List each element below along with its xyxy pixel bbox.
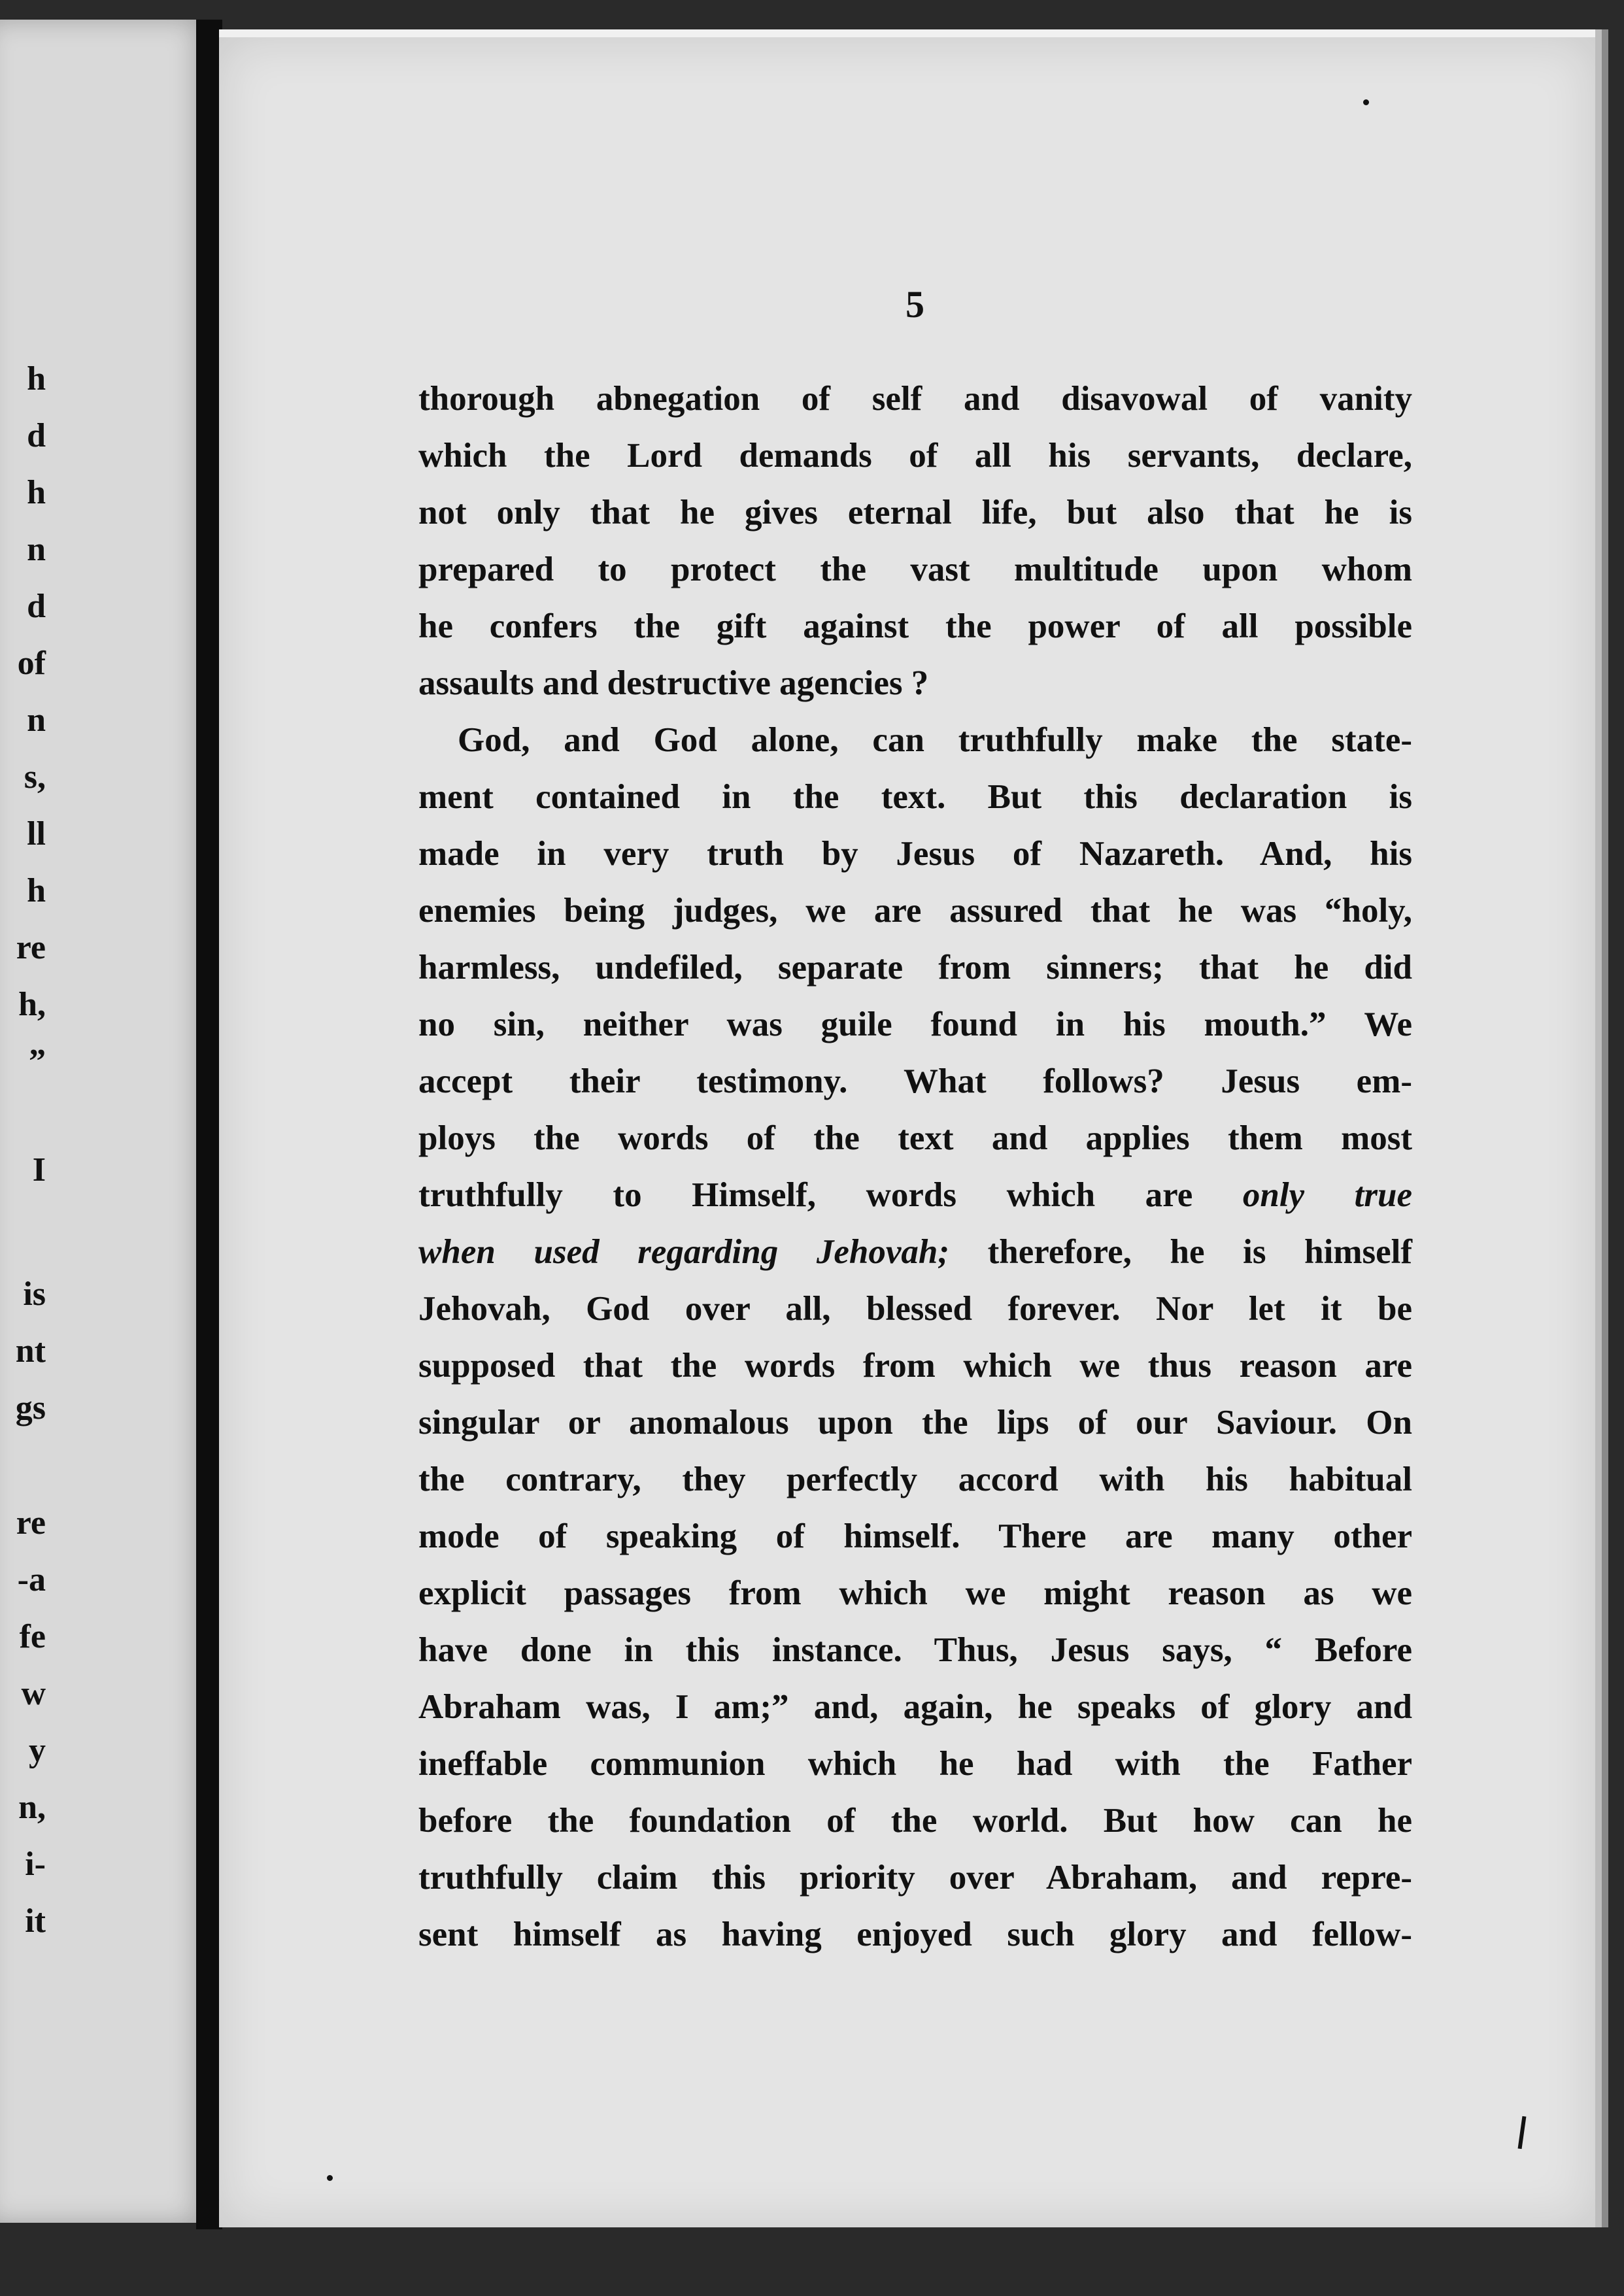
page-body: [418, 371, 1412, 1963]
text-line: have done in this instance. Thus, Jesus says, “ Before: [418, 1631, 1412, 1669]
text-line: mode of speaking of himself. There are many other: [418, 1517, 1412, 1555]
fragment: ”: [29, 1043, 46, 1080]
fragment: ll: [27, 815, 46, 853]
text-line: Jehovah, God over all, blessed forever. Nor let it be: [418, 1290, 1412, 1328]
text-line: Abraham was, I am;” and, again, he speaks of glory and: [418, 1688, 1412, 1726]
fragment: n: [27, 531, 46, 568]
text-line: thorough abnegation of self and disavowal of vanity: [418, 380, 1412, 418]
fragment: n: [27, 701, 46, 739]
italic-emphasis: only true: [1242, 1176, 1413, 1214]
text-line: the contrary, they perfectly accord with his habitual: [418, 1460, 1412, 1498]
fragment: of: [17, 645, 46, 682]
text-line: no sin, neither was guile found in his mouth.” We: [418, 1005, 1412, 1043]
ink-speck: [327, 2175, 333, 2181]
fragment: re: [16, 929, 46, 966]
italic-emphasis: when used regarding Jehovah;: [418, 1233, 949, 1271]
fragment: nt: [15, 1332, 46, 1370]
text-run: therefore, he is himself: [949, 1233, 1412, 1271]
fragment: I: [32, 1151, 46, 1189]
fragment: d: [27, 588, 46, 625]
fragment: it: [25, 1902, 46, 1940]
text-line: singular or anomalous upon the lips of our Saviour. On: [418, 1404, 1412, 1442]
fragment: y: [29, 1732, 46, 1769]
text-line: ineffable communion which he had with the Father: [418, 1745, 1412, 1783]
text-line: [418, 1224, 1412, 1281]
fragment: is: [23, 1275, 46, 1313]
fragment: n,: [18, 1789, 46, 1826]
fragment: h: [27, 474, 46, 511]
text-line: enemies being judges, we are assured that he was “holy,: [418, 892, 1412, 930]
book-spine: [196, 20, 222, 2229]
fragment: fe: [19, 1618, 46, 1655]
fragment: -a: [17, 1561, 46, 1598]
text-line: explicit passages from which we might reason as we: [418, 1574, 1412, 1612]
fragment: re: [16, 1504, 46, 1542]
text-line: which the Lord demands of all his servants, declare,: [418, 437, 1412, 475]
text-line: harmless, undefiled, separate from sinners; that he did: [418, 949, 1412, 987]
fragment: h: [27, 872, 46, 909]
fragment: h: [27, 360, 46, 397]
fragment: d: [27, 417, 46, 454]
fragment: s,: [24, 758, 46, 796]
text-line: [418, 1167, 1412, 1224]
margin-mark: [1518, 2116, 1527, 2149]
text-line: prepared to protect the vast multitude upon whom: [418, 550, 1412, 588]
fragment: w: [21, 1675, 46, 1712]
text-line: he confers the gift against the power of all possible: [418, 607, 1412, 645]
paragraph: [418, 371, 1412, 712]
text-line: supposed that the words from which we thus reason are: [418, 1347, 1412, 1385]
text-line: not only that he gives eternal life, but also that he is: [418, 494, 1412, 532]
text-line: made in very truth by Jesus of Nazareth. And, his: [418, 835, 1412, 873]
text-line: sent himself as having enjoyed such glory and fellow-: [418, 1916, 1412, 1953]
fragment: gs: [15, 1389, 46, 1427]
previous-page: [0, 20, 216, 2223]
fragment: h,: [18, 986, 46, 1023]
text-line: before the foundation of the world. But how can he: [418, 1802, 1412, 1840]
text-line: God, and God alone, can truthfully make the state-: [458, 721, 1412, 759]
ink-speck: [1363, 99, 1369, 105]
text-line: ment contained in the text. But this declaration is: [418, 778, 1412, 816]
text-run: truthfully to Himself, words which are: [418, 1176, 1243, 1214]
text-line: accept their testimony. What follows? Jesus em-: [418, 1062, 1412, 1100]
text-line: assaults and destructive agencies ?: [418, 664, 929, 702]
fragment: i-: [25, 1846, 46, 1883]
text-line: truthfully claim this priority over Abraham, and repre-: [418, 1859, 1412, 1897]
text-line: ploys the words of the text and applies them most: [418, 1119, 1412, 1157]
paragraph: [418, 712, 1412, 1963]
page-number: 5: [905, 283, 924, 326]
book-page: [219, 29, 1595, 2227]
